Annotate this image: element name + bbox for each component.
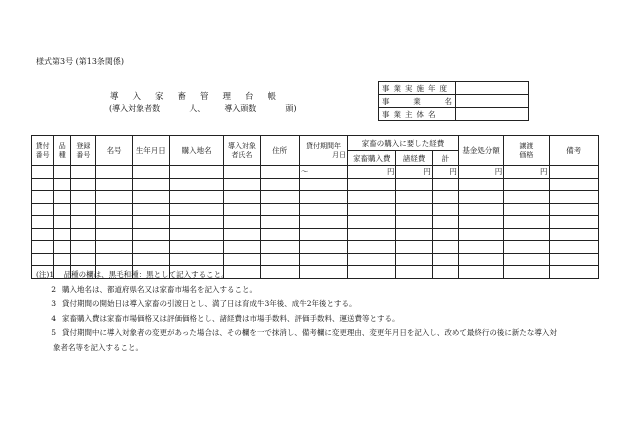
table-cell[interactable] bbox=[504, 178, 549, 191]
form-id: 様式第3号 (第13条関係) bbox=[36, 57, 125, 66]
table-cell[interactable] bbox=[260, 253, 299, 266]
header-fund-disposal: 基金処分額 bbox=[458, 136, 503, 166]
table-cell[interactable] bbox=[71, 253, 96, 266]
table-cell[interactable] bbox=[260, 228, 299, 241]
subtitle-prefix: (導入対象者数 bbox=[109, 104, 161, 113]
note-line: 5 貸付期間中に導入対象者の変更があった場合は、その欄を一で抹消し、備考欄に変更理由、変更年月日を記入し、改めて最終行の後に新たな導入対 bbox=[51, 328, 557, 337]
info-label-operator: 事業主体名 bbox=[379, 108, 456, 121]
info-box bbox=[378, 81, 529, 121]
table-row bbox=[32, 241, 599, 254]
table-cell[interactable] bbox=[169, 178, 223, 191]
table-cell[interactable] bbox=[32, 228, 54, 241]
header-lease-no: 貸付 番号 bbox=[32, 136, 54, 166]
table-cell[interactable] bbox=[549, 228, 598, 241]
page-title: 導入家畜管理台帳 bbox=[110, 92, 291, 102]
header-reg-no: 登録 番号 bbox=[71, 136, 96, 166]
table-cell[interactable] bbox=[458, 241, 503, 254]
table-cell[interactable] bbox=[32, 191, 54, 204]
table-cell[interactable] bbox=[224, 228, 260, 241]
table-cell[interactable] bbox=[169, 253, 223, 266]
table-cell[interactable] bbox=[71, 241, 96, 254]
header-misc-cost: 諸経費 bbox=[396, 151, 432, 166]
table-cell[interactable] bbox=[96, 191, 132, 204]
table-cell[interactable] bbox=[504, 228, 549, 241]
table-cell[interactable] bbox=[224, 191, 260, 204]
table-cell[interactable] bbox=[299, 203, 347, 216]
table-cell[interactable] bbox=[348, 228, 396, 241]
table-cell[interactable] bbox=[71, 216, 96, 229]
table-row bbox=[32, 216, 599, 229]
table-cell[interactable] bbox=[432, 241, 458, 254]
table-cell[interactable] bbox=[432, 203, 458, 216]
header-address: 住所 bbox=[260, 136, 299, 166]
transfer-price-cell[interactable]: 円 bbox=[504, 166, 549, 179]
table-cell[interactable] bbox=[54, 191, 71, 204]
table-cell[interactable] bbox=[54, 178, 71, 191]
table-cell[interactable] bbox=[54, 228, 71, 241]
header-purchase-cost: 家畜の購入に要した経費 bbox=[348, 136, 459, 151]
total-cell[interactable]: 円 bbox=[432, 166, 458, 179]
table-row bbox=[32, 253, 599, 266]
table-cell[interactable] bbox=[54, 203, 71, 216]
table-cell[interactable] bbox=[458, 253, 503, 266]
table-cell[interactable] bbox=[32, 178, 54, 191]
table-cell[interactable] bbox=[169, 191, 223, 204]
table-cell[interactable] bbox=[504, 216, 549, 229]
purchase-price-cell[interactable]: 円 bbox=[348, 166, 396, 179]
info-label-year: 事業実施年度 bbox=[379, 82, 456, 95]
info-value-operator[interactable] bbox=[456, 108, 529, 121]
table-cell[interactable] bbox=[132, 191, 169, 204]
table-cell[interactable] bbox=[348, 253, 396, 266]
table-cell[interactable] bbox=[132, 178, 169, 191]
table-cell[interactable] bbox=[132, 253, 169, 266]
table-cell[interactable] bbox=[32, 203, 54, 216]
table-cell[interactable] bbox=[549, 241, 598, 254]
table-cell[interactable] bbox=[396, 178, 432, 191]
table-cell[interactable] bbox=[299, 228, 347, 241]
table-cell[interactable] bbox=[432, 191, 458, 204]
table-cell[interactable] bbox=[54, 216, 71, 229]
table-cell[interactable] bbox=[96, 178, 132, 191]
table-cell[interactable] bbox=[71, 203, 96, 216]
header-transfer-price: 譲渡 価格 bbox=[504, 136, 549, 166]
header-name: 名号 bbox=[96, 136, 132, 166]
table-cell[interactable] bbox=[396, 216, 432, 229]
table-cell[interactable] bbox=[396, 228, 432, 241]
subtitle-label2: 導入頭数 bbox=[224, 104, 257, 113]
table-cell[interactable] bbox=[348, 203, 396, 216]
info-value-project[interactable] bbox=[456, 95, 529, 108]
table-cell[interactable] bbox=[71, 178, 96, 191]
table-cell[interactable] bbox=[549, 216, 598, 229]
table-cell[interactable] bbox=[432, 228, 458, 241]
note-line: 4 家畜購入費は家畜市場価格又は評価価格とし、諸経費は市場手数料、評価手数料、運送費等とする。 bbox=[51, 313, 400, 323]
table-cell[interactable] bbox=[396, 203, 432, 216]
table-row bbox=[32, 228, 599, 241]
header-remarks: 備考 bbox=[549, 136, 598, 166]
table-cell[interactable] bbox=[132, 216, 169, 229]
header-target-name: 導入対象 者氏名 bbox=[224, 136, 260, 166]
fund-disposal-cell[interactable]: 円 bbox=[458, 166, 503, 179]
livestock-table bbox=[31, 135, 599, 279]
table-cell[interactable] bbox=[549, 253, 598, 266]
table-cell[interactable] bbox=[32, 253, 54, 266]
table-cell[interactable] bbox=[260, 216, 299, 229]
table-row bbox=[32, 203, 599, 216]
table-cell[interactable] bbox=[224, 241, 260, 254]
table-cell[interactable] bbox=[260, 178, 299, 191]
note-line: 2 購入地名は、都道府県名又は家畜市場名を記入すること。 bbox=[51, 284, 257, 294]
table-cell[interactable] bbox=[504, 191, 549, 204]
subtitle-unit2: 頭) bbox=[285, 104, 297, 113]
header-purchase-price: 家畜購入費 bbox=[348, 151, 396, 166]
table-cell[interactable] bbox=[504, 241, 549, 254]
table-cell[interactable] bbox=[396, 253, 432, 266]
table-cell[interactable] bbox=[71, 191, 96, 204]
table-cell[interactable] bbox=[260, 241, 299, 254]
table-cell[interactable] bbox=[348, 178, 396, 191]
table-cell[interactable] bbox=[32, 216, 54, 229]
table-cell[interactable] bbox=[549, 178, 598, 191]
table-cell[interactable] bbox=[504, 253, 549, 266]
header-purchase-place: 購入地名 bbox=[169, 136, 223, 166]
table-cell[interactable] bbox=[224, 253, 260, 266]
table-cell[interactable] bbox=[458, 203, 503, 216]
table-cell[interactable] bbox=[224, 216, 260, 229]
table-row bbox=[32, 166, 599, 179]
table-cell[interactable] bbox=[132, 241, 169, 254]
table-cell[interactable] bbox=[299, 253, 347, 266]
table-cell[interactable] bbox=[299, 178, 347, 191]
table-cell[interactable] bbox=[432, 178, 458, 191]
table-cell[interactable] bbox=[169, 228, 223, 241]
table-cell[interactable] bbox=[132, 228, 169, 241]
table-cell[interactable] bbox=[96, 241, 132, 254]
subtitle-unit1: 人、 bbox=[189, 104, 206, 113]
table-cell[interactable] bbox=[432, 216, 458, 229]
table-cell[interactable] bbox=[348, 241, 396, 254]
note-line: 3 貸付期間の開始日は導入家畜の引渡日とし、満了日は育成牛3年後、成牛2年後とする。 bbox=[51, 299, 357, 308]
table-row bbox=[32, 178, 599, 191]
table-cell[interactable] bbox=[348, 216, 396, 229]
table-cell[interactable] bbox=[96, 228, 132, 241]
table-cell[interactable] bbox=[132, 203, 169, 216]
misc-cost-cell[interactable]: 円 bbox=[396, 166, 432, 179]
table-cell[interactable] bbox=[299, 241, 347, 254]
table-cell[interactable] bbox=[54, 241, 71, 254]
table-cell[interactable] bbox=[504, 203, 549, 216]
header-lease-period: 貸付期間年 月日 bbox=[299, 136, 347, 166]
table-cell[interactable] bbox=[299, 216, 347, 229]
table-cell[interactable] bbox=[299, 191, 347, 204]
info-value-year[interactable] bbox=[456, 82, 529, 95]
table-cell[interactable] bbox=[224, 203, 260, 216]
notes bbox=[36, 268, 557, 355]
info-label-project: 事 業 名 bbox=[379, 95, 456, 108]
period-mark[interactable]: 〜 bbox=[299, 166, 347, 179]
table-cell[interactable] bbox=[458, 191, 503, 204]
table-cell[interactable] bbox=[396, 191, 432, 204]
table-cell[interactable] bbox=[96, 203, 132, 216]
table-cell[interactable] bbox=[549, 191, 598, 204]
table-row bbox=[32, 191, 599, 204]
table-cell[interactable] bbox=[396, 241, 432, 254]
subtitle bbox=[109, 103, 297, 114]
table-cell[interactable] bbox=[458, 228, 503, 241]
note-line: (注)1 品種の欄は、黒毛和種：黒として記入すること。 bbox=[36, 270, 229, 279]
table-cell[interactable] bbox=[432, 253, 458, 266]
table-cell[interactable] bbox=[224, 178, 260, 191]
header-total: 計 bbox=[432, 151, 458, 166]
table-cell[interactable] bbox=[71, 228, 96, 241]
table-cell[interactable] bbox=[32, 241, 54, 254]
table-cell[interactable] bbox=[458, 216, 503, 229]
table-cell[interactable] bbox=[169, 216, 223, 229]
table-cell[interactable] bbox=[458, 178, 503, 191]
table-cell[interactable] bbox=[260, 191, 299, 204]
table-cell[interactable] bbox=[169, 241, 223, 254]
table-cell[interactable] bbox=[348, 191, 396, 204]
table-cell[interactable] bbox=[96, 253, 132, 266]
table-cell[interactable] bbox=[549, 203, 598, 216]
header-breed: 品 種 bbox=[54, 136, 71, 166]
table-cell[interactable] bbox=[96, 216, 132, 229]
table-cell[interactable] bbox=[169, 203, 223, 216]
table-cell[interactable] bbox=[54, 253, 71, 266]
note-line: 象者名等を記入すること。 bbox=[53, 342, 143, 352]
table-cell[interactable] bbox=[260, 203, 299, 216]
header-birth: 生年月日 bbox=[132, 136, 169, 166]
